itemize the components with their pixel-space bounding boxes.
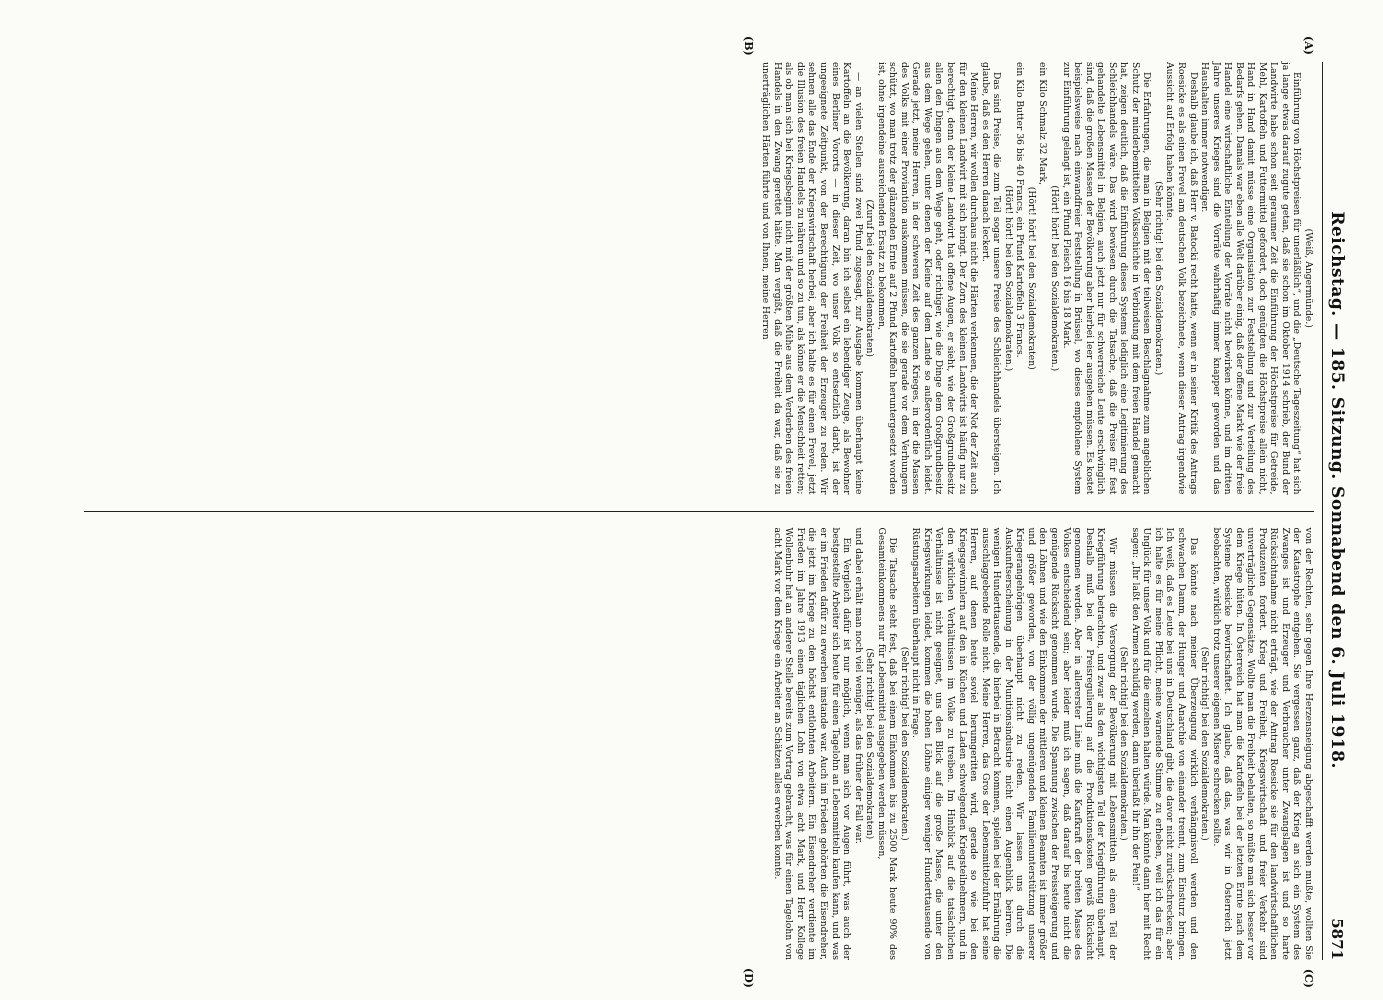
page-header <box>1322 62 1347 960</box>
paragraph: ein Kilo Schmalz 32 Mark, <box>1037 62 1049 186</box>
paragraph: Das sind Preise, die zum Teil sogar unsere Preise des Schleichhandels übersteigen. Ich glaube, daß es den Herren danach leckert. <box>979 62 1003 495</box>
paragraph: Das könnte nach meiner Überzeugung wirklich verhängnisvoll werden und den schwachen Damm, der Hunger und Anarchie von einander trennt, zum Einsturz bringen. Ich weiß, daß es Leute bei uns in Deutschland gibt, die davor nicht zurückschrecken; aber ich halte es für meine Pflicht, meine warnende Stimme zu erheben, weil ich das für ein Unglück für unser Volk und für die einzelnen halten würde. Man könnte dann hier mit Recht sagen: „Ihr laßt den Armen schuldig werden, dann überlaßt ihr ihn der Pein!“ <box>1129 527 1199 960</box>
interjection: (Sehr richtig! bei den Sozialdemokraten) <box>864 648 876 840</box>
margin-marker: (A) <box>1302 36 1315 55</box>
interjection: (Sehr richtig! bei den Sozialdemokraten.) <box>898 646 910 841</box>
paragraph: Ein Vergleich dafür ist nur möglich, wenn man sich vor Augen führt, was auch der bestgestellte Arbeiter sich heute für einen Tagelohn an Lebensmitteln kaufen kann, und was er im Frieden dafür zu erwerben imstande war. Auch im Frieden gehörten die Eisendreher, die jetzt im Kriege zu den höchst entlohnten Arbeitern. Ein Eisendreher verdiente im Frieden im Jahre 1913 einen täglichen Lohn von etwa acht Mark, und Herr Kollege Wollenbuhr hat an anderer Stelle bereits zum Vortrag gebracht, was für einen Tagelohn von acht Mark vor dem Kriege ein Arbeiter an Schätzen alles erwerben konnte. <box>771 527 853 960</box>
paragraph: ein Kilo Butter 36 bis 40 Francs, ein Pfund Kartoffeln 3 Francs. <box>1014 62 1026 358</box>
margin-marker: (B) <box>742 36 755 56</box>
paragraph: (Weiß, Angermünde.) <box>1303 228 1314 328</box>
interjection: (Hört! hört! bei den Sozialdemokraten.) <box>1002 185 1014 372</box>
paragraph: Wir müssen die Versorgung der Bevölkerung mit Lebensmitteln als einen Teil der Kriegführung betrachten, und zwar als den wichtigsten Teil der Kriegführung überhaupt. Deshalb muß bei der Preisregulierung auf die Produktionskosten gewiß Rücksicht genommen werden. Aber in allererster Linie muß die Kaufkraft der breiten Masse des Volkes entscheidend sein; aber leider muß ich sagen, daß darauf bis heute nicht die genügende Rücksicht genommen wurde. Die Spannung zwischen der Preissteigerung und den Löhnen und wie den Einkommen der mittleren und kleinen Beamten ist immer größer und größer geworden, von der völlig ungenügenden Familienunterstützung unserer Kriegerangehörigen überhaupt nicht zu reden. Wir lassen uns durch die Auskunftserscheinung in der Munitionsindustrie nicht einen Augenblick beirren. Die wenigen Hunderttausende, die hierbei in Betracht kommen, spielen bei der Ernährung die ausschlaggebende Rolle nicht. Meine Herren, das Gros der Lebensmittelzufuhr hat seine Herren, auf denen heute soviel herumgeritten wird, gerade so wie bei den Kriegsgewinnlern auf den in Küchen und Laden schwelgenden Kriegsteilnehmern, und in den wirklichen Verhältnissen im Volke zu treiben. Im Hinblick auf die tatsächlichen Verhältnisse ist nicht geeignet, uns den Blick auf die große Masse, die unter den Kriegswirkungen leidet, kommen die hohen Löhne einiger weniger Hunderttausende von Rüstungsarbeitern überhaupt nicht in Frage. <box>910 527 1118 960</box>
column-right <box>84 527 1315 988</box>
paragraph: Meine Herren, wir wollen durchaus nicht die Härten verkennen, die der Not der Zeit auch für den kleinen Landwirt mit sich bringt. Der Zorn des kleinen Landwirts ist häufig nur zu berechtigt, denn der kleine Landwirt hat offene Augen, er sieht, wie der Großgrundbesitz allen den Dingen aus dem Wege geht, oder richtiger, wie die Dinge dem Großgrundbesitz aus dem Wege gehen, unter denen der Kleine auf dem Lande so außerordentlich leidet. Gerade jetzt, meine Herren, in der schweren Zeit des ganzen Krieges, in der die Massen des Volks mit einer Proviantion auskommen müssen, die sie gerade vor dem Verhungern schützt, wo man trotz der glänzenden Ernte auf 2 Pfund Kartoffeln heruntergesetzt worden ist, ohne irgendeine ausreichenden Ersatz zu bekommen, <box>875 62 980 495</box>
column-divider <box>84 511 1314 512</box>
interjection: (Sehr richtig! bei den Sozialdemokraten.) <box>1199 646 1211 841</box>
interjection: (Hört! hört! bei den Sozialdemokraten) <box>1025 186 1037 370</box>
interjection: (Zuruf bei den Sozialdemokraten) <box>864 199 876 357</box>
paragraph: von der Rechten, sehr gegen Ihre Herzensneigung abgeschafft werden mußte, wollten Sie der Katastrophe entgehen. Sie vergessen ganz, daß der Krieg an sich ein System des Zwanges ist und Erzeuger und Verbraucher unter Zwangslagen ist und so harte Rücksichtnahme nicht erträgt, wie der Antrag Roesicke sie für den landwirtschaftlichen Produzenten fordert. Krieg und Freiheit, Kriegswirtschaft und freier Verkehr sind unverträgliche Gegensätze. Wollte man die Freiheit behalten, so müßte man sich besser vor dem Kriege hüten. In Österreich hat man die Kartoffeln bei der letzten Ernte nach dem Systeme Roesicke bewirtschaftet. Ich glaube, daß das, was wir in Österreich jetzt beobachten, wirklich trotz unserer eigenen Misere schrecken sollte. <box>1210 527 1314 960</box>
paragraph: Die Erfahrungen, die man in Belgien mit der teilweisen Beschlagnahme zum angeblichen Schutz der minderbemittelten Volksschichte in Verbindung mit dem freien Handel gemacht hat, zeigen deutlich, daß die Einführung dieses Systems lediglich eine Legitimierung des Schleichhandels wäre. Das wird bewiesen durch die Tatsache, daß die Preise für fest gehandelte Lebensmittel in Belgien, auch jetzt nur für schwerreiche Leute erschwinglich sind, daß die großen Massen der Bevölkerung aber hierbei leer ausgehen müssen. Es kostet beispielsweise nach einwandfreier Feststellung in Brüssel, wo dieses empfohlene System zur Einführung gelangt ist, ein Pfund Fleisch 16 bis 18 Mark. <box>1060 62 1153 495</box>
paragraph: Die Tatsache steht fest, daß bei einem Einkommen bis zu 2500 Mark heute 90% des Gesamteinkommens nur für Lebensmittel ausgegeben werden müssen, <box>875 527 899 960</box>
text-columns <box>84 36 1315 988</box>
paragraph: Einführung von Höchstpreisen für unerläßlich“, und die „Deutsche Tageszeitung“ hat sich ja lange etwas darauf zugute getan, daß sie schon im Oktober 1914 schrieb, der Bund der Landwirte habe schon seit geraumer Zeit die Einführung der Höchstpreise für Getreide, Mehl, Kartoffeln und Futtermittel gefordert, doch genügten die Höchstpreise allein nicht, Hand in Hand damit müsse eine Organisation zur Feststellung und zur Verteilung des Bedarfs gehen. Damals war eben alle Welt darüber einig, daß der offene Markt wie der freie Handel eine wirtschaftliche Einteilung der Vorräte nicht bewirken könne, und im dritten Jahre unseres Krieges sind die Vorräte wahrhaftig immer knapper geworden und das Haushalten immer notwendiger. <box>1199 62 1303 495</box>
interjection: (Hört! hört! bei den Sozialdemokraten.) <box>1048 185 1060 372</box>
page-number: 5871 <box>1328 918 1346 960</box>
interjection: (Sehr richtig! bei den Sozialdemokraten.) <box>1118 646 1130 841</box>
paragraph: Deshalb glaube ich, daß Herr v. Batocki recht hatte, wenn er in seiner Kritik des Antrags Roesicke es als einen Frevel am deutschen Volk bezeichnete, wenn dieser Antrag irgendwie Aussicht auf Erfolg haben könnte. <box>1164 62 1199 495</box>
interjection: (Sehr richtig! bei den Sozialdemokraten.) <box>1152 181 1164 376</box>
running-head: Reichstag. — 185. Sitzung. Sonnabend den 6. Juli 1918. <box>1327 211 1347 769</box>
paragraph: — an vielen Stellen sind zwei Pfund zugesagt, zur Ausgabe kommen überhaupt keine Kartoffeln an die Bevölkerung, daran bin ich selbst ein lebendiger Zeuge, als Bewohner eines Berliner Vororts — in dieser Zeit, wo unser Volk so entsetzlich darbt, ist der ungeeignete Zeitpunkt, von der Berechtigung der Freiheit der Erzeuger zu reden. Wir sehnen alle das Ende der Kriegswirtschaft herbei, aber ich halte es für einen Frevel, jetzt die Illusion des freien Handels zu nähren und so zu tun, als könne er die Menschheit retten; als ob man sich bei Kriegsbeginn nicht mit der größten Mühe aus dem Verderben des freien Handels in den Zwang gerettet hätte. Man vergißt, daß die Freiheit da war, daß sie zu unerträglichen Härten führte und von Ihnen, meine Herren <box>760 62 864 495</box>
margin-marker: (C) <box>1302 968 1315 988</box>
column-left <box>84 36 1315 495</box>
margin-marker: (D) <box>742 968 755 988</box>
paragraph: und dabei erhält man noch viel weniger, als das früher der Fall war. <box>852 527 864 844</box>
